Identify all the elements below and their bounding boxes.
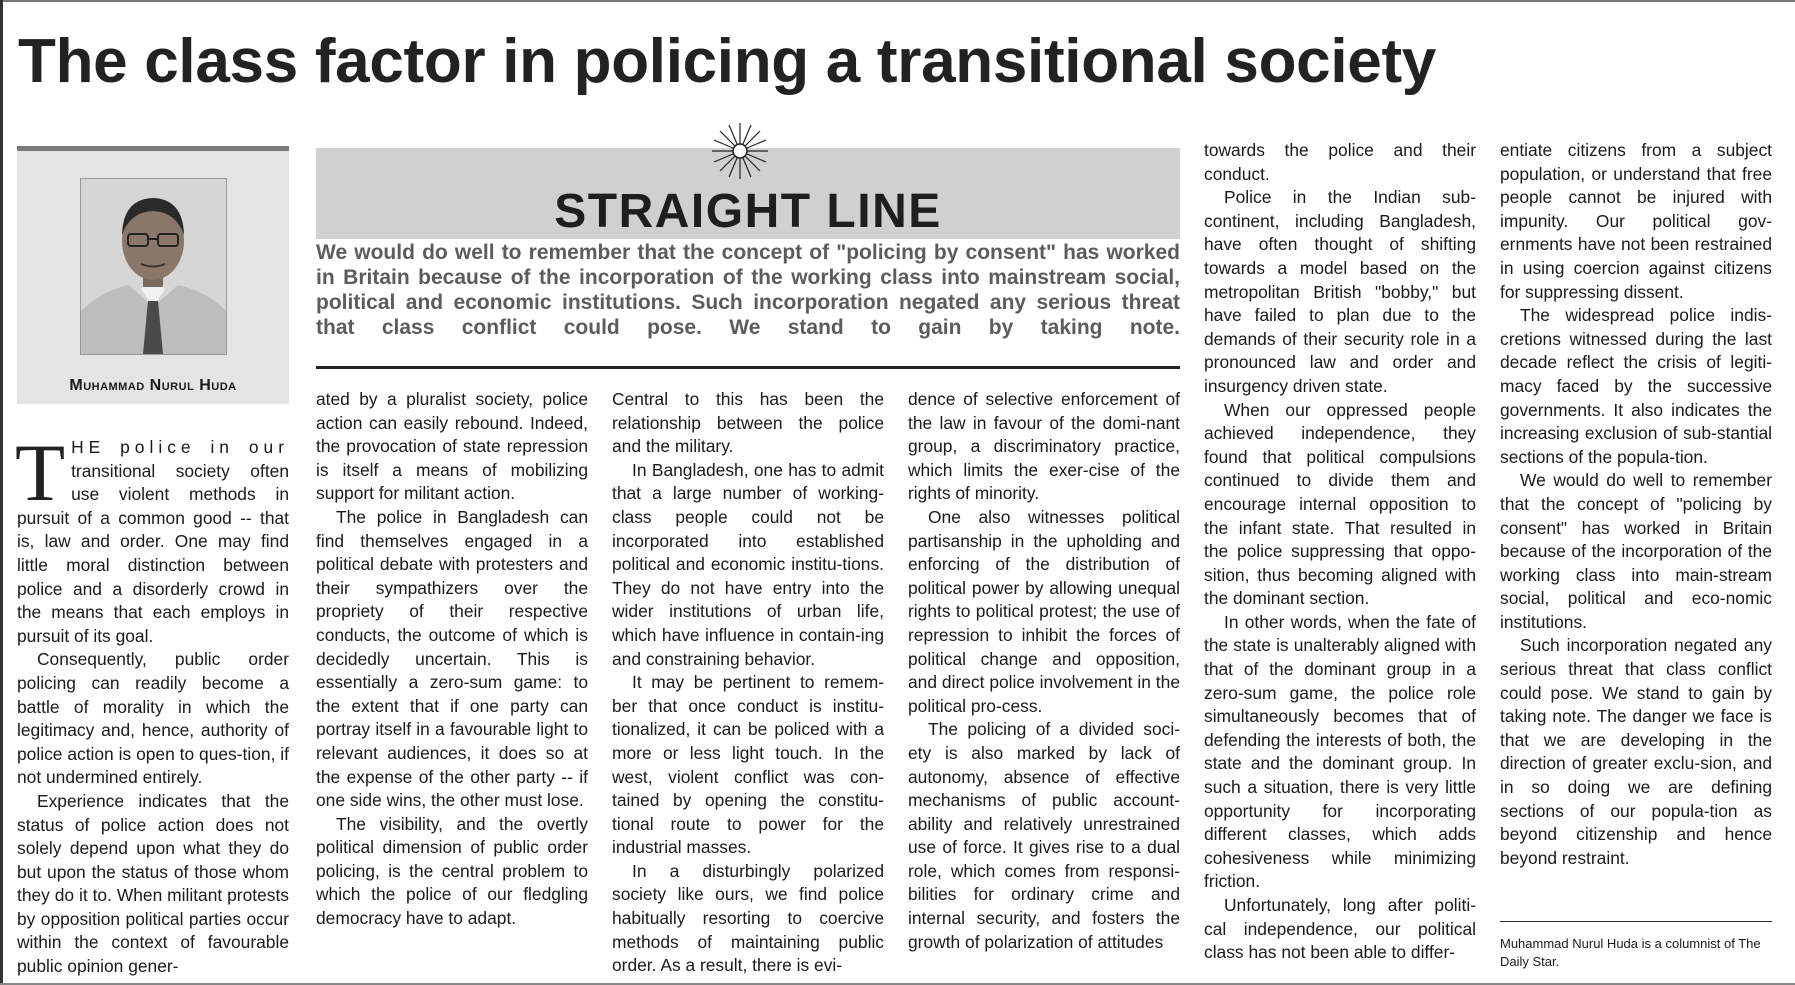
article-paragraph: The visibility, and the overtly political dimension of public order policing, is the central problem to which the police of our fledgling democracy have to adapt. — [316, 813, 588, 929]
article-paragraph: Consequently, public order policing can readily become a battle of morality in which the legitimacy and, hence, authority of police action is open to ques-tion, if not undermined entirely. — [17, 649, 289, 788]
article-paragraph: It may be pertinent to remem-ber that once conduct is institu-tionalized, it can be policed with a more or less light touch. In the west, violent conflict was con-tained by opening the constitu-tional route to power for the industrial masses. — [612, 672, 884, 858]
drop-cap: T — [15, 427, 66, 518]
top-border — [0, 0, 1795, 2]
article-column-2 — [316, 388, 588, 931]
article-paragraph: dence of selective enforcement of the law in favour of the domi-nant group, a discriminatory practice, which limits the exer-cise of the rights of minority. — [908, 389, 1180, 504]
article-column-3 — [612, 388, 884, 978]
starburst-icon — [710, 121, 770, 181]
author-box — [17, 146, 289, 404]
author-photo — [80, 178, 227, 355]
author-bio: Muhammad Nurul Huda is a columnist of The Daily Star. — [1500, 936, 1761, 969]
author-byline: Muhammad Nurul Huda — [69, 377, 237, 394]
article-paragraph: ated by a pluralist society, police action can easily rebound. Indeed, the provocation of state repression is itself a means of mobilizing support for militant action. — [316, 389, 588, 504]
article-paragraph: One also witnesses political partisanship in the upholding and enforcing of the distribution of political power by allowing unequal rights to political protest; the use of repression to inhibit the forces of political change and opposition, and direct police involvement in the political pro-cess. — [908, 506, 1180, 716]
article-paragraph: Central to this has been the relationship between the police and the military. — [612, 389, 884, 457]
pull-quote-rule — [316, 366, 1180, 369]
author-portrait-illustration — [81, 179, 226, 354]
article-column-1 — [15, 427, 289, 979]
pull-quote: We would do well to remember that the concept of "policing by consent" has worked in Britain because of the incorporation of the working class into mainstream social, political and economic institutions. Such incorporation negated any serious threat that class conflict could pose. We stand to gain by taking note. — [316, 241, 1180, 339]
article-paragraph: In Bangladesh, one has to admit that a large number of working-class people could not be incorporated into established political and economic institu-tions. They do not have entry into the wider institutions of urban life, which have influence in contain-ing and constraining behavior. — [612, 459, 884, 669]
article-paragraph: Unfortunately, long after politi-cal independence, our political class has not been able to differ- — [1204, 895, 1476, 963]
left-border — [0, 0, 3, 985]
article-paragraph: In other words, when the fate of the state is unalterably aligned with that of the dominant group in a zero-sum game, the police role simultaneously becomes that of defending the interests of both, the state and the dominant group. In such a situation, there is very little opportunity for incorporating different classes, which adds cohesiveness while minimizing friction. — [1204, 611, 1476, 892]
lead-in: HE police in our — [71, 437, 289, 457]
bio-divider — [1500, 921, 1772, 922]
article-paragraph: Experience indicates that the status of police action does not solely depend upon what they do but upon the status of those whom they do it to. When militant protests by opposition political parties occur within the context of favourable public opinion gener- — [17, 790, 289, 977]
column-title: STRAIGHT LINE — [554, 185, 942, 238]
article-paragraph: The policing of a divided soci-ety is also marked by lack of autonomy, absence of effective mechanisms of public account-ability and relatively unrestrained use of force. It gives rise to a dual role, which comes from responsi-bilities for ordinary crime and internal security, and fosters the growth of polarization of attitudes — [908, 719, 1180, 952]
headline: The class factor in policing a transitional society — [18, 27, 1436, 96]
article-paragraph: In a disturbingly polarized society like ours, we find police habitually resorting to coercive methods of maintaining public order. As a result, there is evi- — [612, 860, 884, 976]
article-paragraph: towards the police and their conduct. — [1204, 140, 1476, 184]
article-column-6 — [1500, 139, 1772, 870]
article-paragraph: When our oppressed people achieved independence, they found that political compulsions continued to divide them and encourage internal opposition to the infant state. That resulted in the police suppressing that oppo-sition, thus becoming aligned with the dominant section. — [1204, 399, 1476, 609]
article-paragraph: The widespread police indis-cretions witnessed during the last decade reflect the crisis of legiti-macy faced by the successive governments. It also indicates the increasing exclusion of sub-stantial sections of the popula-tion. — [1500, 305, 1772, 467]
article-paragraph — [15, 427, 289, 648]
article-column-4 — [908, 388, 1180, 954]
article-paragraph: entiate citizens from a subject population, or understand that free people cannot be injured with impunity. Our political gov-ernments have not been restrained in using coercion against citizens for suppressing dissent. — [1500, 140, 1772, 302]
article-column-5 — [1204, 139, 1476, 965]
article-paragraph: Such incorporation negated any serious threat that class conflict could pose. We stand to gain by taking note. The danger we face is that we are developing in the direction of greater exclu-sion, and in so doing we are defining sections of our popula-tion as beyond citizenship and hence beyond restraint. — [1500, 635, 1772, 868]
paragraph-text: transitional society often use violent methods in pursuit of a common good -- that is, law and order. One may find little moral distinction between police and a disorderly crowd in the means that each employs in pursuit of its goal. — [17, 460, 289, 646]
article-paragraph: Police in the Indian sub-continent, including Bangladesh, have often thought of shifting towards a model based on the metropolitan British "bobby," but have failed to plan due to the demands of their security role in a pronounced law and order and insurgency driven state. — [1204, 187, 1476, 396]
article-paragraph: We would do well to remember that the concept of "policing by consent" has worked in Britain because of the incorporation of the working class into main-stream social, political and eco-nomic institutions. — [1500, 470, 1772, 632]
article-paragraph: The police in Bangladesh can find themselves engaged in a political debate with protesters and their sympathizers over the propriety of their respective conducts, the outcome of which is decidedly uncertain. This is essentially a zero-sum game: to the extent that if one party can portray itself in a favourable light to relevant audiences, it does so at the expense of the other party -- if one side wins, the other must lose. — [316, 506, 588, 811]
